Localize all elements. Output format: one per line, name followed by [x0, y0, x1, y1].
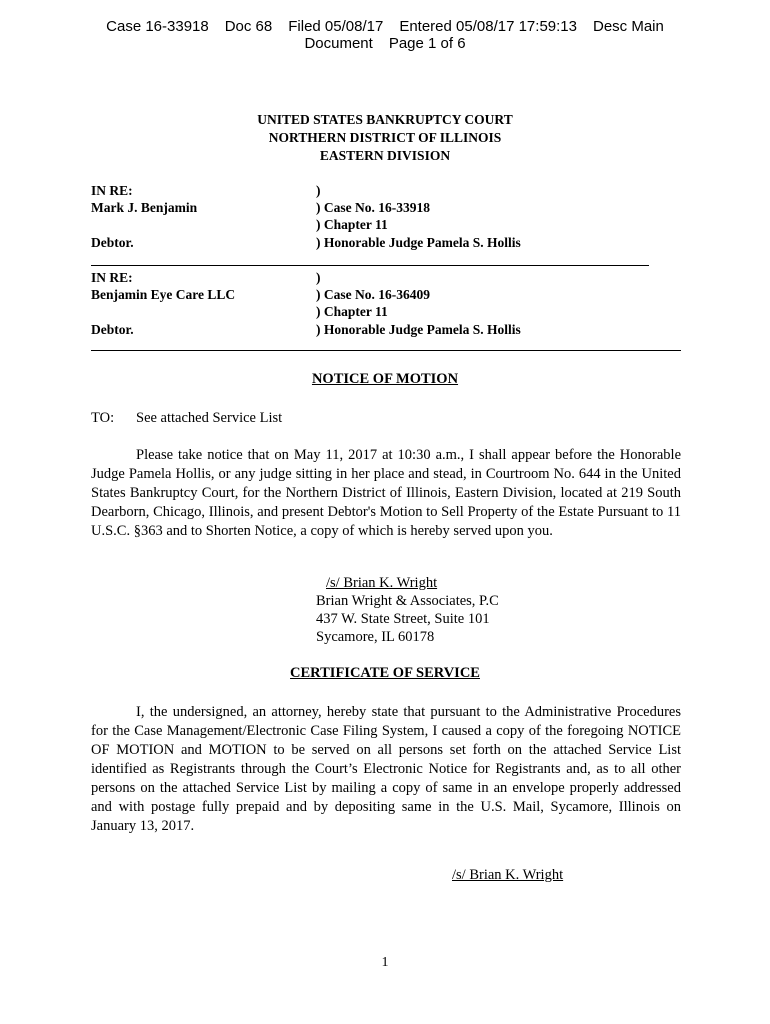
filed-date-stamp: Filed 05/08/17 [288, 18, 384, 35]
filing-header-line-2 [0, 35, 770, 53]
signature-line [326, 574, 437, 593]
court-district: NORTHERN DISTRICT OF ILLINOIS [268, 130, 502, 145]
certificate-signature: /s/ Brian K. Wright [452, 867, 564, 883]
to-label: TO: [91, 410, 115, 426]
certificate-body: I, the undersigned, an attorney, hereby state that pursuant to the Administrative Procedures for the Case Management/Electronic Case Filing System, I caused a copy of the foregoing NOTICE OF MOTION and MOTION to be served on all persons set forth on the attached Service List identified as Registrants through the Court’s Electronic Notice for Registrants and, as to all other persons on the attached Service List by mailing a copy of same in an envelope properly addressed and with postage fully prepaid and by depositing same in the U.S. Mail, Sycamore, Illinois on January 13, 2017. [91, 704, 681, 834]
caption2-paren: ) [316, 270, 321, 285]
case-number-stamp: Case 16-33918 [106, 18, 209, 35]
notice-title: NOTICE OF MOTION [311, 371, 459, 387]
court-name: UNITED STATES BANKRUPTCY COURT [257, 112, 513, 127]
entered-date-stamp: Entered 05/08/17 17:59:13 [399, 18, 577, 35]
caption2-case-number: ) Case No. 16-36409 [316, 287, 430, 302]
to-recipients: See attached Service List [136, 410, 283, 426]
caption1-case-number: ) Case No. 16-33918 [316, 200, 430, 215]
caption-bottom-rule [91, 350, 681, 351]
caption2-chapter: ) Chapter 11 [316, 304, 388, 319]
caption1-paren: ) [316, 183, 321, 198]
firm-city: Sycamore, IL 60178 [316, 629, 435, 645]
court-division: EASTERN DIVISION [319, 148, 451, 163]
caption2-judge: ) Honorable Judge Pamela S. Hollis [316, 322, 521, 337]
caption1-debtor-label: Debtor. [91, 235, 134, 250]
caption2-debtor-label: Debtor. [91, 322, 134, 337]
document-label-stamp: Document [304, 35, 373, 52]
certificate-title: CERTIFICATE OF SERVICE [290, 665, 480, 681]
caption2-in-re: IN RE: [91, 270, 133, 285]
caption2-debtor-name: Benjamin Eye Care LLC [91, 287, 236, 302]
filing-header-line-1 [0, 18, 770, 36]
caption1-debtor-name: Mark J. Benjamin [91, 200, 198, 215]
page-number: 1 [381, 955, 389, 970]
firm-name: Brian Wright & Associates, P.C [316, 593, 499, 609]
caption-divider [91, 265, 649, 266]
caption1-chapter: ) Chapter 11 [316, 217, 388, 232]
caption1-in-re: IN RE: [91, 183, 133, 198]
doc-number-stamp: Doc 68 [224, 18, 273, 35]
caption1-judge: ) Honorable Judge Pamela S. Hollis [316, 235, 521, 250]
desc-stamp: Desc Main [592, 18, 664, 35]
notice-body: Please take notice that on May 11, 2017 at 10:30 a.m., I shall appear before the Honorable Judge Pamela Hollis, or any judge sitting in her place and stead, in Courtroom No. 644 in the United States Bankruptcy Court, for the Northern District of Illinois, Eastern Division, located at 219 South Dearborn, Chicago, Illinois, and present Debtor's Motion to Sell Property of the Estate Pursuant to 11 U.S.C. §363 and to Shorten Notice, a copy of which is hereby served upon you. [91, 447, 681, 539]
firm-street: 437 W. State Street, Suite 101 [316, 611, 490, 627]
signature: /s/ Brian K. Wright [326, 575, 438, 591]
page-count-stamp: Page 1 of 6 [388, 35, 466, 52]
